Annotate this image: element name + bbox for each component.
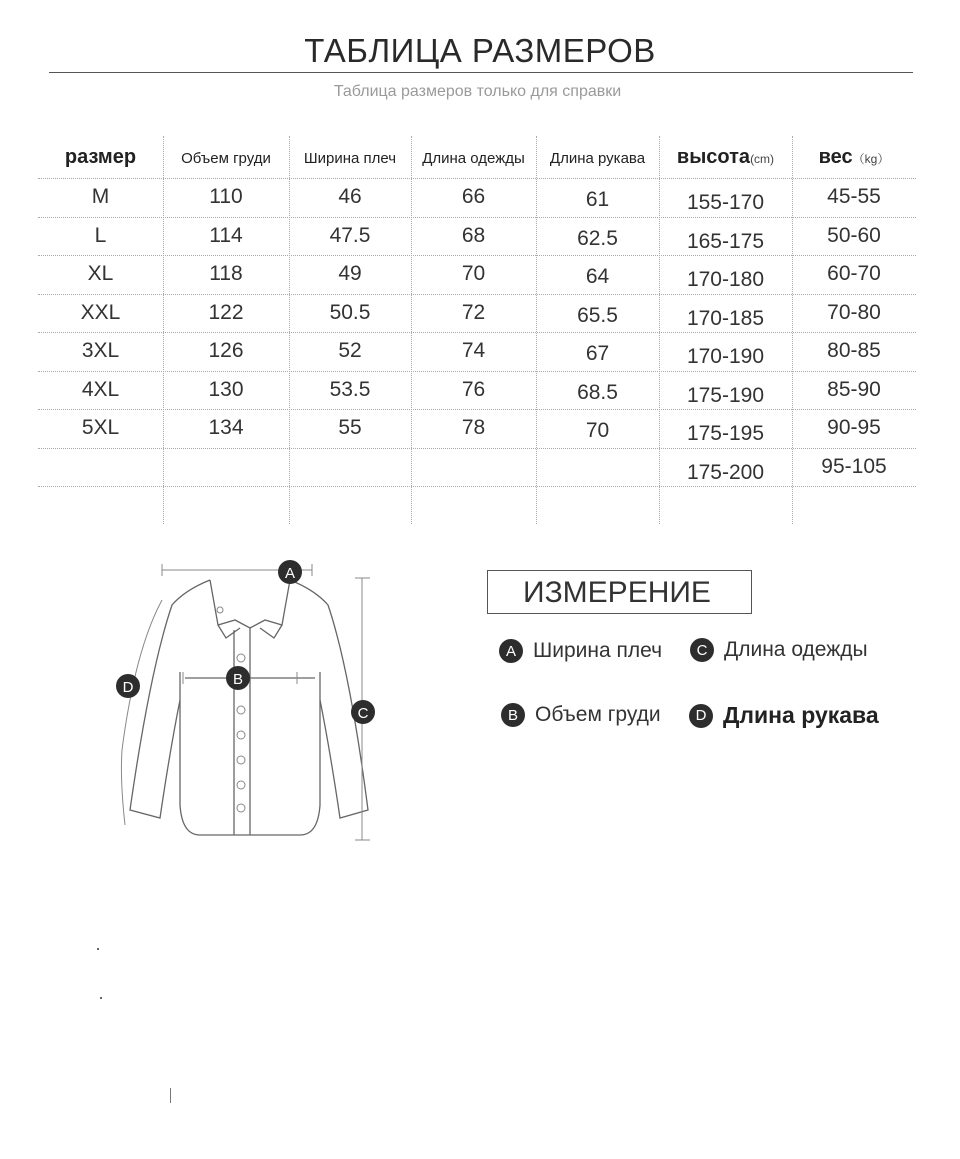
cell-sleeve: 67	[585, 342, 610, 365]
letter-a-badge: A	[499, 639, 523, 663]
cell-chest: 134	[208, 416, 244, 439]
cell-size: M	[91, 185, 110, 208]
stray-dot	[100, 997, 102, 999]
cell-weight: 85-90	[827, 377, 881, 401]
cell-chest: 110	[209, 185, 243, 208]
letter-c-badge: C	[690, 638, 714, 662]
cell-sleeve: 65.5	[577, 303, 618, 327]
cell-weight: 90-95	[827, 416, 881, 439]
page-subtitle: Таблица размеров только для справки	[333, 83, 622, 100]
marker-d-label: D	[122, 679, 134, 696]
header-label: Длина рукава	[549, 150, 646, 167]
marker-b-label: B	[232, 671, 244, 688]
legend-label: Длина рукава	[723, 702, 879, 728]
cell-sleeve: 61	[585, 188, 610, 211]
legend-item-c	[690, 638, 868, 662]
cell-sleeve: 68.5	[577, 380, 618, 404]
cell-height: 175-195	[686, 422, 765, 445]
header-sleeve	[536, 150, 659, 167]
cell-size: XXL	[80, 300, 121, 324]
size-table	[38, 136, 916, 526]
letter-d-badge: D	[689, 704, 713, 728]
cell-length: 66	[461, 185, 486, 208]
row-divider	[38, 294, 916, 295]
header-label: размер	[64, 146, 137, 168]
cell-height: 175-190	[686, 383, 765, 407]
cell-length: 70	[461, 262, 486, 285]
cell-chest: 126	[208, 339, 244, 362]
title-divider	[49, 72, 913, 73]
cell-shoulder: 55	[338, 416, 362, 439]
header-label: высота	[676, 146, 751, 168]
cell-weight: 70-80	[827, 300, 881, 324]
header-length	[411, 150, 536, 167]
header-unit: （kg）	[852, 152, 890, 166]
cell-height: 170-190	[686, 345, 765, 368]
legend-item-b	[501, 703, 661, 727]
legend-label: Ширина плеч	[533, 639, 663, 662]
cell-weight: 45-55	[827, 185, 881, 208]
cell-length: 76	[461, 377, 486, 401]
cell-length: 78	[461, 416, 486, 439]
row-divider	[38, 332, 916, 333]
cell-size: 4XL	[81, 377, 120, 401]
header-height	[659, 146, 792, 169]
row-divider	[38, 448, 916, 449]
cell-size: 5XL	[81, 416, 120, 439]
row-divider	[38, 486, 916, 487]
header-chest	[163, 150, 289, 167]
cell-height: 175-200	[686, 460, 765, 484]
cell-chest: 114	[209, 223, 243, 247]
cell-length: 72	[461, 300, 486, 324]
cell-length: 74	[461, 339, 486, 362]
cell-shoulder: 47.5	[329, 223, 371, 247]
cell-shoulder: 46	[338, 185, 362, 208]
row-divider	[38, 255, 916, 256]
header-label: вес	[818, 146, 853, 168]
measurement-title: ИЗМЕРЕНИЕ	[487, 570, 752, 614]
marker-c-label: C	[357, 705, 369, 722]
cell-size: 3XL	[81, 339, 120, 362]
cell-height: 170-185	[686, 306, 765, 330]
cell-chest: 118	[209, 262, 243, 285]
legend-item-a	[499, 639, 662, 663]
cell-sleeve: 70	[585, 419, 610, 442]
cell-sleeve: 64	[585, 265, 610, 288]
row-divider	[38, 217, 916, 218]
header-shoulder	[289, 150, 411, 167]
cell-shoulder: 53.5	[329, 377, 371, 401]
cell-sleeve: 62.5	[577, 226, 618, 250]
cell-chest: 130	[208, 377, 244, 401]
cell-chest: 122	[208, 300, 244, 324]
row-divider	[38, 409, 916, 410]
header-label: Объем груди	[181, 150, 271, 167]
cell-weight: 95-105	[821, 454, 887, 478]
marker-a-label: A	[284, 565, 296, 582]
legend-label: Объем груди	[535, 703, 661, 726]
cell-size: L	[94, 223, 107, 247]
row-divider	[38, 178, 916, 179]
header-unit: (cm)	[750, 152, 775, 166]
cell-height: 155-170	[686, 191, 765, 214]
legend-item-d	[689, 702, 879, 729]
cell-size: XL	[87, 262, 114, 285]
row-divider	[38, 371, 916, 372]
stray-dot	[97, 948, 99, 950]
legend-label: Длина одежды	[724, 638, 868, 661]
header-weight	[792, 146, 916, 169]
header-label: Длина одежды	[422, 150, 525, 167]
cell-height: 165-175	[686, 229, 765, 253]
shirt-diagram	[100, 550, 400, 850]
page-title: ТАБЛИЦА РАЗМЕРОВ	[304, 32, 656, 69]
cell-shoulder: 50.5	[329, 300, 371, 324]
cell-weight: 80-85	[827, 339, 881, 362]
header-size	[38, 146, 163, 169]
header-label: Ширина плеч	[303, 150, 397, 167]
cell-weight: 60-70	[827, 262, 881, 285]
cell-height: 170-180	[686, 268, 765, 291]
cell-shoulder: 49	[338, 262, 362, 285]
cell-shoulder: 52	[338, 339, 362, 362]
cell-weight: 50-60	[827, 223, 881, 247]
stray-mark	[170, 1088, 171, 1103]
letter-b-badge: B	[501, 703, 525, 727]
cell-length: 68	[461, 223, 486, 247]
